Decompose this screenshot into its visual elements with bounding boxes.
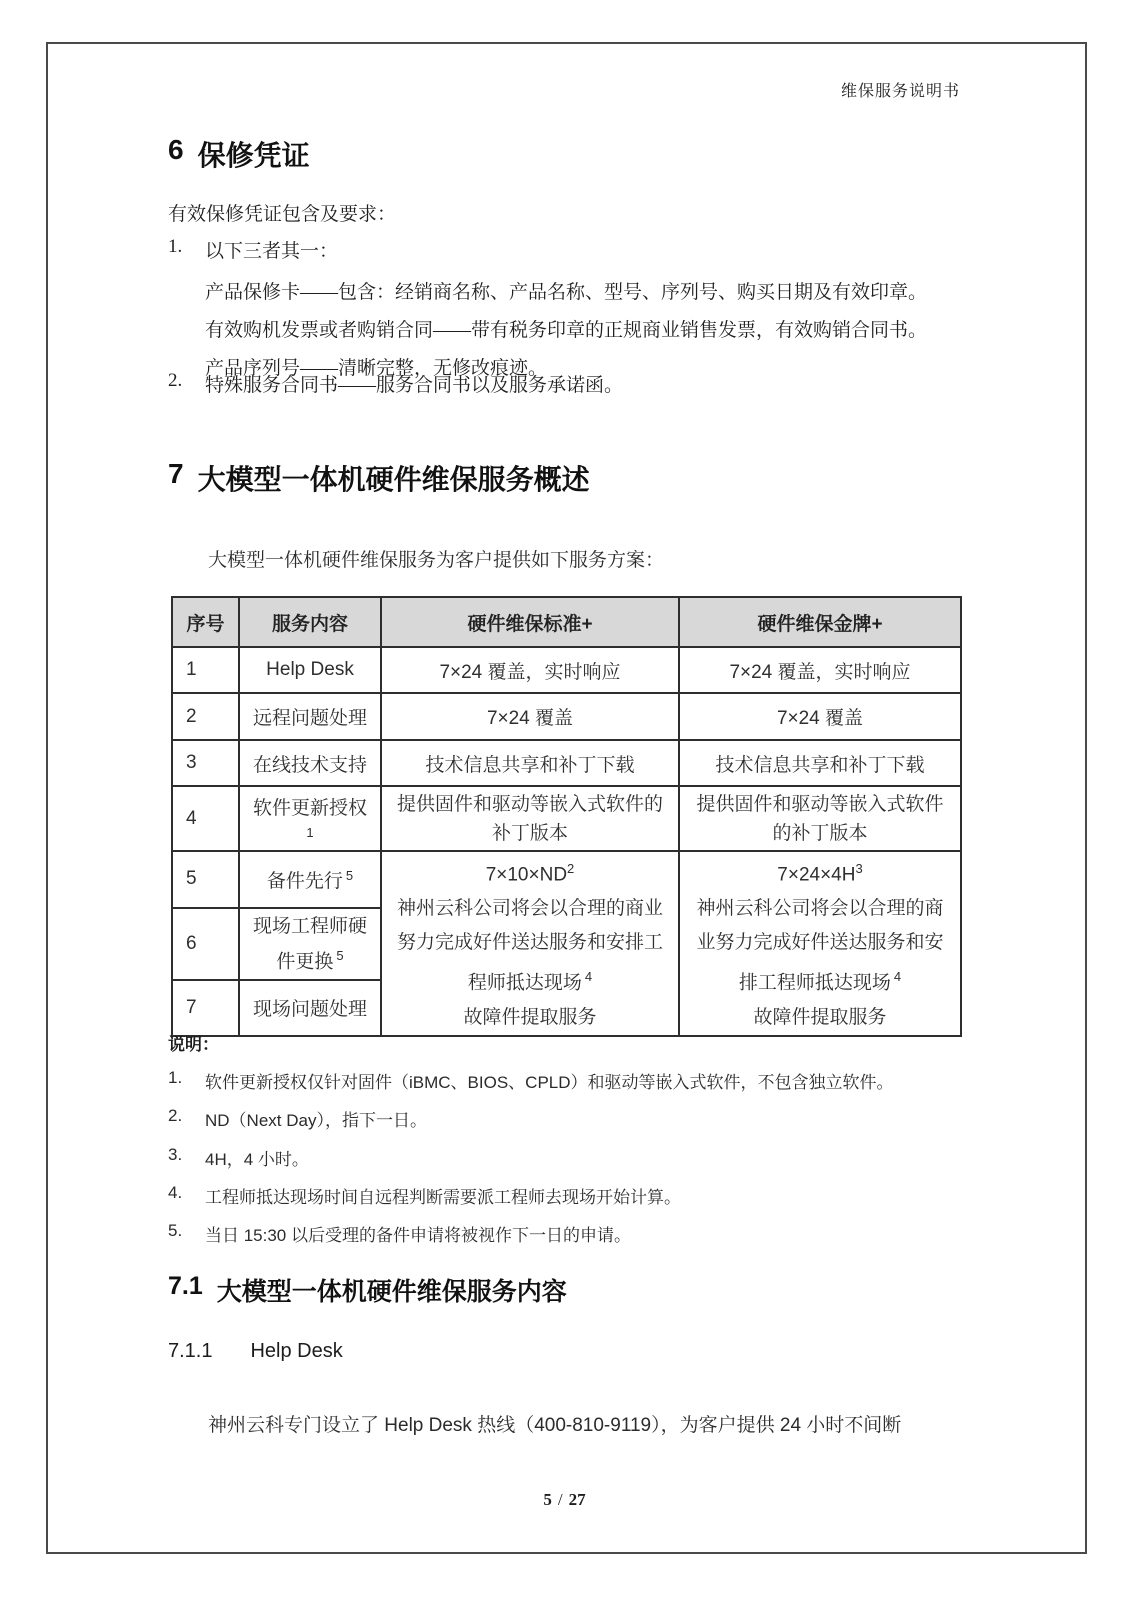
section-6-number: 6: [168, 134, 184, 165]
gold-tail-line: 故障件提取服务: [753, 1006, 887, 1028]
cell-service-footnote: 5: [345, 867, 354, 883]
table-row: [172, 647, 961, 693]
cell-no: 2: [172, 693, 239, 740]
note-1-number: 1.: [168, 1068, 183, 1087]
cell-no: 7: [172, 980, 239, 1036]
section-7-intro: 大模型一体机硬件维保服务为客户提供如下服务方案：: [208, 550, 665, 571]
cell-standard: 提供固件和驱动等嵌入式软件的补丁版本: [381, 786, 679, 851]
cell-service-label: 备件先行: [266, 870, 343, 892]
cell-no: 5: [172, 851, 239, 908]
cell-gold: 技术信息共享和补丁下载: [679, 740, 961, 786]
cell-no: 1: [172, 647, 239, 693]
standard-sla-line: $7\times 10\times ND^2$: [485, 861, 575, 886]
cell-standard: 技术信息共享和补丁下载: [381, 740, 679, 786]
cell-service: [239, 851, 381, 908]
list-item-2-text: 特殊服务合同书——服务合同书以及服务承诺函。: [205, 375, 624, 396]
note-2-number: 2.: [168, 1106, 183, 1125]
footer-separator: /: [557, 1490, 563, 1509]
cell-no: 6: [172, 908, 239, 980]
cell-no: 3: [172, 740, 239, 786]
page-footer: [46, 1490, 1083, 1510]
section-7-1-heading: [168, 1272, 567, 1308]
section-7-1-number: 7.1: [168, 1272, 203, 1300]
section-6-heading: [168, 134, 310, 174]
detail-line-warranty-card: 产品保修卡——包含：经销商名称、产品名称、型号、序列号、购买日期及有效印章。: [205, 282, 928, 303]
table-row: [172, 851, 961, 908]
col-header-standard: 硬件维保标准+: [381, 597, 679, 647]
cell-standard-merged: [381, 851, 679, 1036]
note-4-number: 4.: [168, 1183, 183, 1202]
col-header-no: 序号: [172, 597, 239, 647]
detail-line-invoice: 有效购机发票或者购销合同——带有税务印章的正规商业销售发票，有效购销合同书。: [205, 320, 928, 341]
cell-standard: 7×24 覆盖，实时响应: [381, 647, 679, 693]
cell-gold: 7×24 覆盖: [679, 693, 961, 740]
section-7-1-1-title: Help Desk: [250, 1340, 343, 1362]
cell-standard: 7×24 覆盖: [381, 693, 679, 740]
note-4-text: 工程师抵达现场时间自远程判断需要派工程师去现场开始计算。: [205, 1188, 681, 1207]
col-header-gold: 硬件维保金牌+: [679, 597, 961, 647]
cell-service: 远程问题处理: [239, 693, 381, 740]
table-row: [172, 740, 961, 786]
cell-service-footnote: 5: [336, 947, 344, 963]
table-row: [172, 693, 961, 740]
section-7-heading: [168, 458, 590, 498]
section-7-1-title: 大模型一体机硬件维保服务内容: [216, 1278, 567, 1306]
cell-gold: 7×24 覆盖，实时响应: [679, 647, 961, 693]
gold-body-line: 神州云科公司将会以合理的商业努力完成好件送达服务和安排工程师抵达现场 $^4$: [696, 898, 944, 994]
cell-service: 在线技术支持: [239, 740, 381, 786]
note-1-text: 软件更新授权仅针对固件（iBMC、BIOS、CPLD）和驱动等嵌入式软件，不包含独立软件。: [205, 1073, 894, 1092]
standard-tail-line: 故障件提取服务: [463, 1006, 597, 1028]
section-7-number: 7: [168, 458, 184, 489]
cell-service: 现场问题处理: [239, 980, 381, 1036]
cell-service: Help Desk: [239, 647, 381, 693]
section-6-lead: 有效保修凭证包含及要求：: [168, 204, 397, 225]
cell-gold: 提供固件和驱动等嵌入式软件的补丁版本: [679, 786, 961, 851]
standard-body-line: 神州云科公司将会以合理的商业努力完成好件送达服务和安排工程师抵达现场 $^4$: [396, 898, 663, 994]
section-7-1-1-number: 7.1.1: [168, 1340, 213, 1362]
note-5-text: 当日 15:30 以后受理的备件申请将被视作下一日的申请。: [205, 1226, 631, 1245]
note-3-number: 3.: [168, 1145, 183, 1164]
running-header: 维保服务说明书: [840, 83, 960, 100]
detail-line-serial: 产品序列号——清晰完整，无修改痕迹。: [205, 358, 548, 379]
cell-service: [239, 908, 381, 980]
list-item-2-number: 2.: [168, 370, 183, 391]
note-3-text: 4H，4 小时。: [205, 1150, 309, 1169]
notes-label: 说明：: [168, 1035, 219, 1054]
col-header-service: 服务内容: [239, 597, 381, 647]
table-header-row: [172, 597, 961, 647]
footer-page-number: 5: [543, 1490, 552, 1509]
list-item-1-number: 1.: [168, 236, 183, 257]
cell-service-label: 现场工程师硬件更换: [253, 915, 368, 973]
cell-service: [239, 786, 381, 851]
section-7-1-1-heading: [168, 1340, 343, 1363]
cell-service-label: 软件更新授权: [253, 798, 368, 819]
section-6-title: 保修凭证: [197, 140, 310, 171]
service-plan-table: [171, 596, 962, 1037]
section-7-title: 大模型一体机硬件维保服务概述: [197, 464, 590, 495]
gold-sla-line: $7\times 24\times 4H^3$: [777, 861, 863, 886]
footer-total-pages: 27: [568, 1490, 586, 1509]
cell-no: 4: [172, 786, 239, 851]
list-item-1-text: 以下三者其一：: [205, 241, 339, 262]
cell-service-footnote: 1: [306, 825, 314, 840]
helpdesk-paragraph: 神州云科专门设立了 Help Desk 热线（400-810-9119），为客户提供 24 小时不间断: [208, 1415, 902, 1436]
note-2-text: ND（Next Day），指下一日。: [205, 1111, 427, 1130]
cell-gold-merged: [679, 851, 961, 1036]
note-5-number: 5.: [168, 1221, 183, 1240]
table-row: [172, 786, 961, 851]
